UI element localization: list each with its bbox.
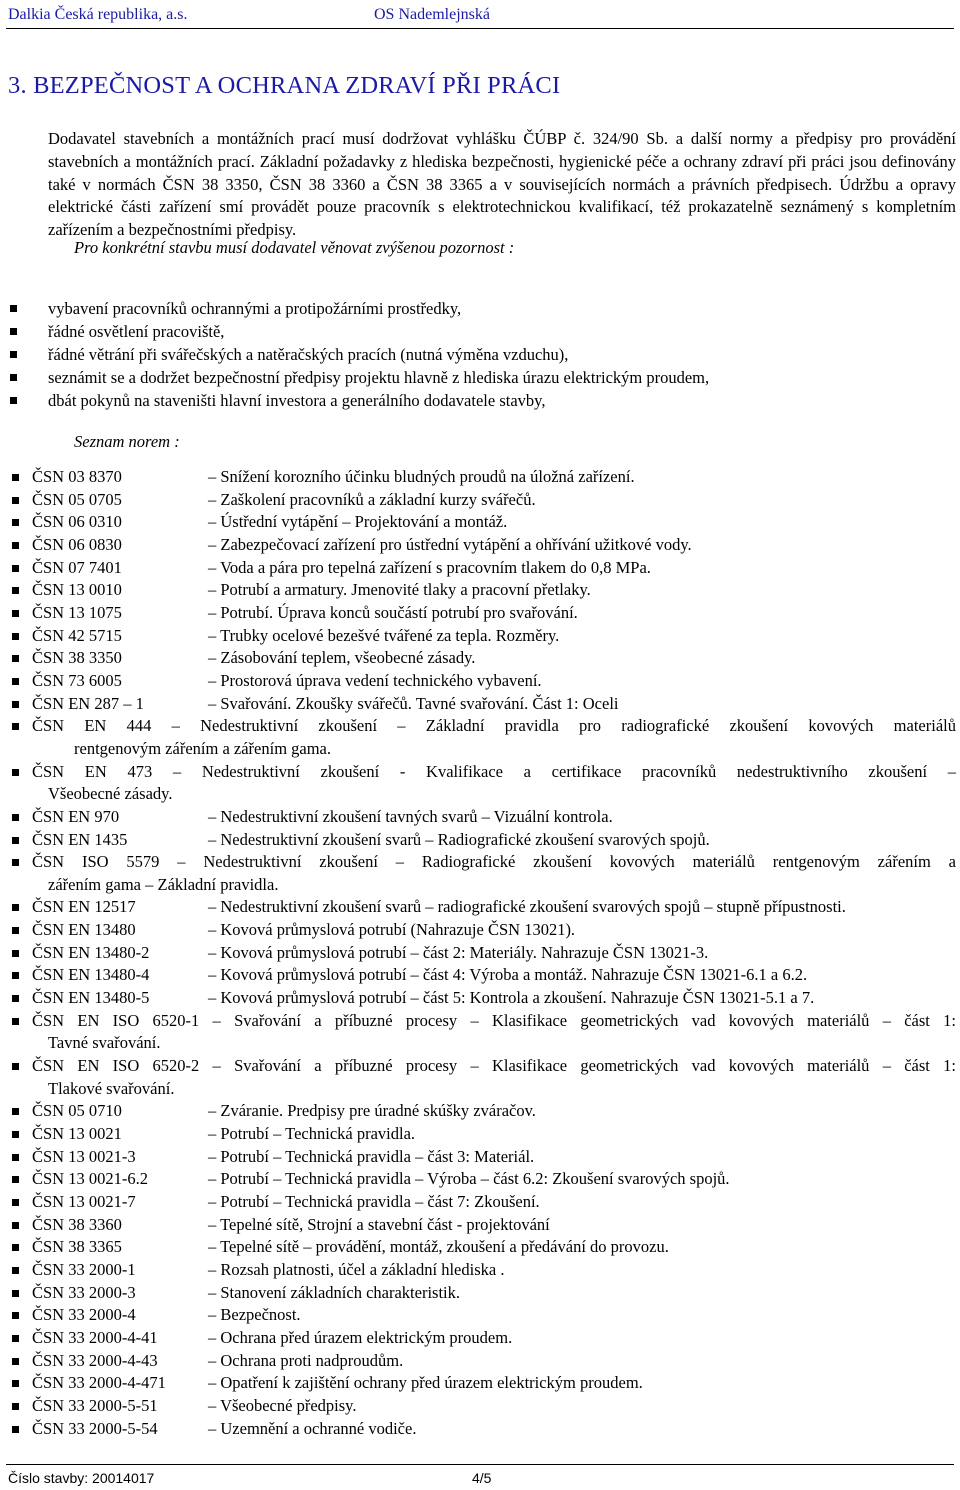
norm-description: – Tepelné sítě, Strojní a stavební část - projektování: [208, 1214, 550, 1234]
norm-item: [32, 829, 956, 852]
norm-description: – Zásobování teplem, všeobecné zásady.: [208, 648, 476, 668]
norm-code: ČSN 05 0710: [32, 1101, 122, 1121]
norm-description: – Potrubí – Technická pravidla – Výroba – část 6.2: Zkoušení svarových spojů.: [208, 1169, 730, 1189]
norm-description: – Ústřední vytápění – Projektování a montáž.: [208, 512, 508, 532]
norm-description: – Kovová průmyslová potrubí – část 5: Kontrola a zkoušení. Nahrazuje ČSN 13021-5.1 a 7.: [208, 988, 815, 1008]
norm-item: [32, 489, 956, 512]
norm-item: [32, 647, 956, 670]
norm-description: – Bezpečnost.: [208, 1305, 301, 1325]
norm-item: [32, 896, 956, 919]
norm-code: ČSN 33 2000-5-54: [32, 1418, 158, 1438]
norm-description-continued: Tlakové svařování.: [48, 1078, 175, 1098]
norm-description: – Nedestruktivní zkoušení svarů – Radiografické zkoušení svarových spojů.: [208, 829, 710, 849]
norms-list: [32, 466, 956, 1440]
norm-item: [32, 534, 956, 557]
norm-item: [32, 602, 956, 625]
norm-item: [32, 557, 956, 580]
norm-line: [32, 716, 956, 735]
norm-code: ČSN 73 6005: [32, 670, 122, 690]
norm-code: ČSN EN 1435: [32, 829, 128, 849]
norm-code: ČSN EN 13480-2: [32, 942, 150, 962]
norm-code: ČSN 06 0830: [32, 534, 122, 554]
norm-description: – Rozsah platnosti, účel a základní hlediska .: [208, 1259, 505, 1279]
norm-description: – Všeobecné předpisy.: [208, 1395, 357, 1415]
norm-code: ČSN 13 0021: [32, 1124, 122, 1144]
norm-code: ČSN 13 0010: [32, 580, 122, 600]
norms-title: Seznam norem :: [74, 432, 180, 451]
norm-code: ČSN EN ISO 6520-1: [32, 1010, 200, 1030]
header-project: OS Nademlejnská: [374, 6, 490, 23]
norm-item: [32, 1010, 956, 1055]
norm-description: – Potrubí. Úprava konců součástí potrubí pro svařování.: [208, 602, 578, 622]
norm-item: [32, 1395, 956, 1418]
norm-description: – Nedestruktivní zkoušení - Kvalifikace a certifikace pracovníků nedestruktivního zkoušení –: [172, 761, 957, 781]
norm-code: ČSN EN 287 – 1: [32, 693, 144, 713]
norm-item: [32, 670, 956, 693]
norm-item: [32, 579, 956, 602]
norm-code: ČSN EN 444: [32, 716, 152, 736]
norm-code: ČSN 33 2000-4: [32, 1305, 136, 1325]
requirement-item: dbát pokynů na staveništi hlavní investora a generálního dodavatele stavby,: [48, 389, 956, 412]
norm-item: [32, 466, 956, 489]
norm-code: ČSN 06 0310: [32, 512, 122, 532]
norm-description: – Zabezpečovací zařízení pro ústřední vytápění a ohřívání užitkové vody.: [208, 534, 692, 554]
norm-description: – Zváranie. Predpisy pre úradné skúšky zváračov.: [208, 1101, 536, 1121]
norm-code: ČSN EN 970: [32, 806, 120, 826]
norm-code: ČSN 13 0021-6.2: [32, 1169, 148, 1189]
norm-description: – Trubky ocelové bezešvé tvářené za tepla. Rozměry.: [208, 625, 560, 645]
norm-code: ČSN 03 8370: [32, 467, 122, 486]
norm-item: [32, 1350, 956, 1373]
norm-code: ČSN 33 2000-4-43: [32, 1350, 158, 1370]
norm-code: ČSN 33 2000-1: [32, 1259, 136, 1279]
norm-description: – Tepelné sítě – provádění, montáž, zkoušení a předávání do provozu.: [208, 1237, 669, 1257]
norm-line: [32, 1056, 956, 1075]
norm-description: – Stanovení základních charakteristik.: [208, 1282, 460, 1302]
norm-item: [32, 851, 956, 896]
norm-item: [32, 1327, 956, 1350]
norm-code: ČSN 38 3350: [32, 648, 122, 668]
norm-description: – Voda a pára pro tepelná zařízení s pracovním tlakem do 0,8 MPa.: [208, 557, 651, 577]
norm-description: – Prostorová úprava vedení technického vybavení.: [208, 670, 542, 690]
norm-item: [32, 1259, 956, 1282]
intro-paragraph: Dodavatel stavebních a montážních prací musí dodržovat vyhlášku ČÚBP č. 324/90 Sb. a další normy a předpisy pro provádění stavebních a montážních prací. Základní požadavky z hlediska bezpečnosti, hygienické péče a ochrany zdraví při práci jsou definovány také v normách ČSN 38 3350, ČSN 38 3360 a ČSN 38 3365 a v souvisejících normách a právních předpisech. Údržbu a opravy elektrické části zařízení smí provádět pouze pracovník s elektrotechnickou kvalifikací, též prokazatelně seznámený s kompletním zařízením a bezpečnostními předpisy.: [48, 129, 956, 240]
norm-code: ČSN EN ISO 6520-2: [32, 1056, 200, 1076]
norm-description: – Zaškolení pracovníků a základní kurzy svářečů.: [208, 489, 536, 509]
norm-description: – Potrubí – Technická pravidla – část 7: Zkoušení.: [208, 1192, 540, 1211]
norm-code: ČSN 38 3360: [32, 1214, 122, 1234]
header-company: Dalkia Česká republika, a.s.: [8, 6, 188, 23]
norm-description: – Ochrana před úrazem elektrickým proudem.: [208, 1327, 513, 1347]
norm-description: – Uzemnění a ochranné vodiče.: [208, 1418, 417, 1438]
norm-description: – Opatření k zajištění ochrany před úrazem elektrickým proudem.: [208, 1373, 643, 1393]
norm-item: [32, 1168, 956, 1191]
section-title: 3. BEZPEČNOST A OCHRANA ZDRAVÍ PŘI PRÁCI: [8, 72, 561, 99]
norm-description: – Kovová průmyslová potrubí – část 2: Materiály. Nahrazuje ČSN 13021-3.: [208, 942, 709, 962]
norm-line: [32, 852, 956, 871]
attention-intro: Pro konkrétní stavbu musí dodavatel věnovat zvýšenou pozornost :: [74, 238, 515, 257]
norm-item: [32, 964, 956, 987]
norm-item: [32, 1146, 956, 1169]
norm-description: – Potrubí – Technická pravidla.: [208, 1124, 416, 1144]
norm-description-continued: Tavné svařování.: [48, 1033, 161, 1053]
norm-code: ČSN 07 7401: [32, 557, 122, 577]
norm-code: ČSN 13 0021-3: [32, 1146, 136, 1166]
norm-description: – Kovová průmyslová potrubí – část 4: Výroba a montáž. Nahrazuje ČSN 13021-6.1 a 6.2.: [208, 965, 808, 985]
norm-code: ČSN 38 3365: [32, 1237, 122, 1257]
norm-description: – Svařování. Zkoušky svářečů. Tavné svařování. Část 1: Oceli: [208, 693, 619, 713]
norm-description: – Ochrana proti nadproudům.: [208, 1350, 404, 1370]
norm-description: – Svařování a příbuzné procesy – Klasifikace geometrických vad kovových materiálů – část 1:: [212, 1056, 957, 1076]
norm-description: – Snížení korozního účinku bludných proudů na úložná zařízení.: [208, 467, 635, 486]
requirement-item: řádné větrání při svářečských a natěračských pracích (nutná výměna vzduchu),: [48, 343, 956, 366]
norm-description: – Potrubí – Technická pravidla – část 3: Materiál.: [208, 1146, 535, 1166]
norm-item: [32, 625, 956, 648]
norm-item: [32, 919, 956, 942]
norm-code: ČSN 33 2000-4-471: [32, 1373, 166, 1393]
norm-description-continued: zářením gama – Základní pravidla.: [48, 874, 279, 894]
norm-code: ČSN EN 13480-4: [32, 965, 150, 985]
requirement-item: řádné osvětlení pracoviště,: [48, 320, 956, 343]
norm-code: ČSN 33 2000-3: [32, 1282, 136, 1302]
norm-code: ČSN 05 0705: [32, 489, 122, 509]
norm-description: – Nedestruktivní zkoušení – Radiografické zkoušení kovových materiálů rentgenovým zářením a: [177, 852, 956, 872]
norm-item: [32, 1372, 956, 1395]
requirements-list: [48, 297, 956, 412]
norm-description-continued: rentgenovým zářením a zářením gama.: [74, 738, 332, 758]
norm-code: ČSN ISO 5579: [32, 852, 160, 872]
norm-item: [32, 1304, 956, 1327]
norm-description: – Nedestruktivní zkoušení svarů – radiografické zkoušení svarových spojů – stupně přípustnosti.: [208, 897, 846, 917]
norm-description: – Nedestruktivní zkoušení tavných svarů – Vizuální kontrola.: [208, 806, 613, 826]
footer-divider: [6, 1464, 954, 1465]
norm-item: [32, 1282, 956, 1305]
norm-item: [32, 761, 956, 806]
norm-item: [32, 1214, 956, 1237]
footer-build-number: Číslo stavby: 20014017: [8, 1470, 155, 1486]
norm-code: ČSN EN 473: [32, 761, 153, 781]
norm-item: [32, 806, 956, 829]
norm-item: [32, 942, 956, 965]
norm-code: ČSN 33 2000-4-41: [32, 1327, 158, 1347]
norm-line: [32, 762, 956, 781]
norm-item: [32, 1055, 956, 1100]
norm-item: [32, 1100, 956, 1123]
norm-description: – Svařování a příbuzné procesy – Klasifikace geometrických vad kovových materiálů – část 1:: [212, 1010, 957, 1030]
norm-item: [32, 1123, 956, 1146]
norm-item: [32, 1191, 956, 1214]
norm-code: ČSN 13 1075: [32, 602, 122, 622]
norm-description: – Nedestruktivní zkoušení – Základní pravidla pro radiografické zkoušení kovových materiálů: [171, 716, 956, 736]
norm-code: ČSN EN 13480: [32, 920, 136, 940]
requirement-item: vybavení pracovníků ochrannými a protipožárními prostředky,: [48, 297, 956, 320]
requirement-item: seznámit se a dodržet bezpečnostní předpisy projektu hlavně z hlediska úrazu elektrickým proudem,: [48, 366, 956, 389]
norm-description-continued: Všeobecné zásady.: [48, 784, 173, 804]
norm-item: [32, 693, 956, 716]
norm-description: – Potrubí a armatury. Jmenovité tlaky a pracovní přetlaky.: [208, 580, 591, 600]
norm-line: [32, 1011, 956, 1030]
norm-item: [32, 987, 956, 1010]
footer-page-number: 4/5: [472, 1470, 492, 1486]
norm-code: ČSN EN 13480-5: [32, 988, 150, 1008]
norm-item: [32, 511, 956, 534]
norm-code: ČSN 42 5715: [32, 625, 122, 645]
norm-code: ČSN EN 12517: [32, 897, 136, 917]
norm-item: [32, 1236, 956, 1259]
header-divider: [6, 28, 954, 29]
norm-description: – Kovová průmyslová potrubí (Nahrazuje ČSN 13021).: [208, 920, 576, 940]
norm-code: ČSN 33 2000-5-51: [32, 1395, 158, 1415]
norm-item: [32, 1418, 956, 1441]
norm-item: [32, 715, 956, 760]
norm-code: ČSN 13 0021-7: [32, 1192, 136, 1211]
